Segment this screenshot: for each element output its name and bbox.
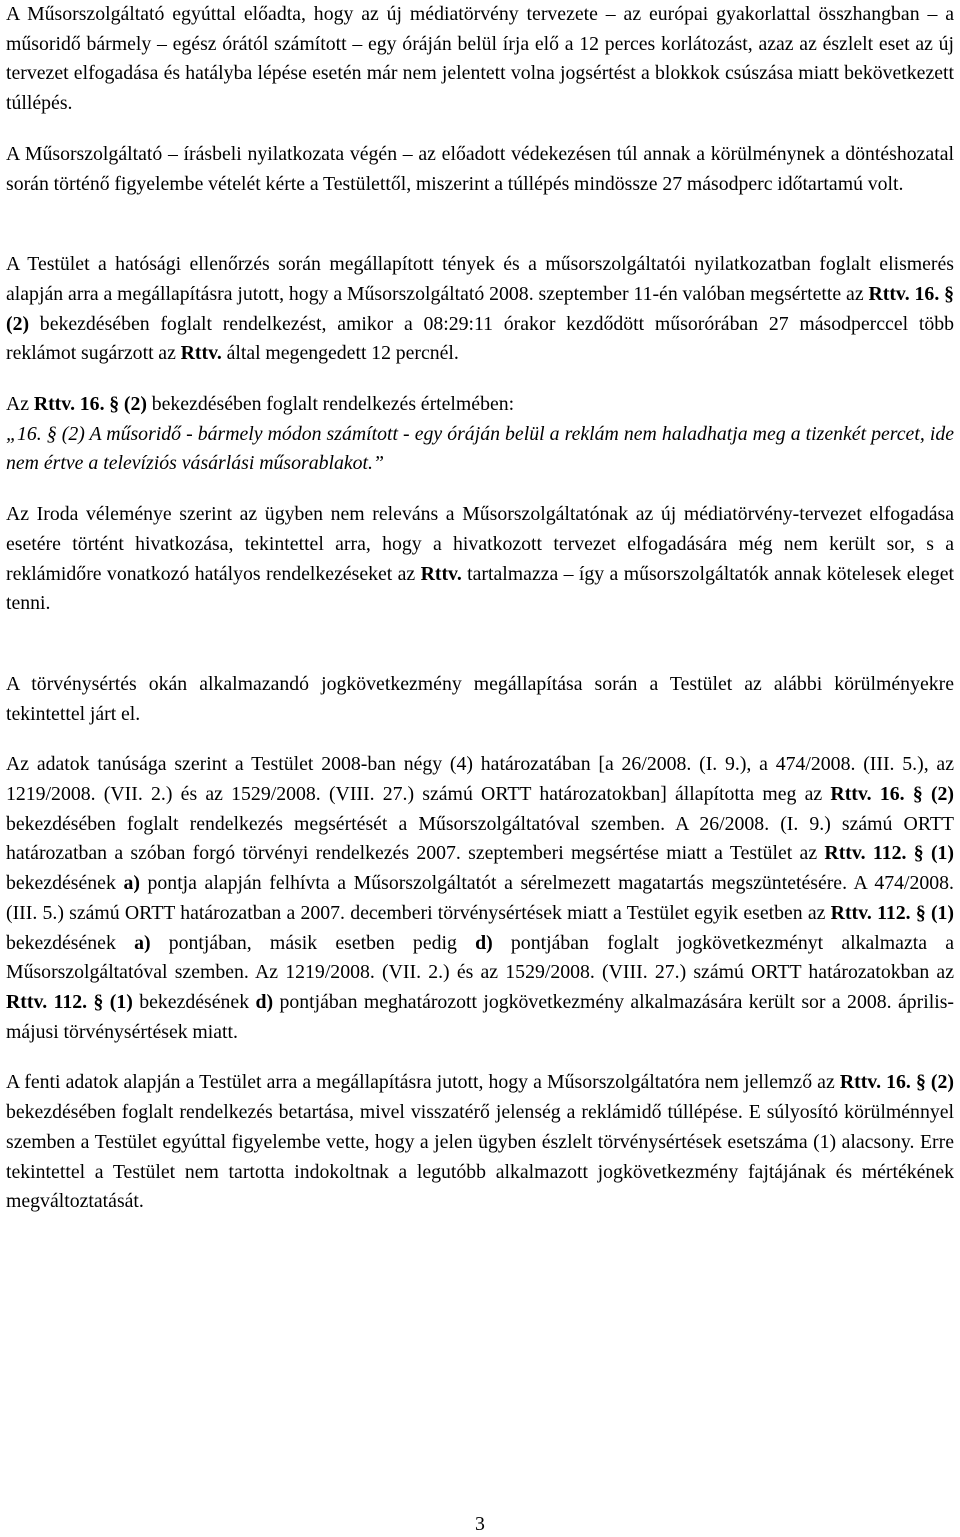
paragraph-2: A Műsorszolgáltató – írásbeli nyilatkozata végén – az előadott védekezésen túl annak a körülménynek a döntéshozatal során történő figyelembe vételét kérte a Testülettől, miszerint a túllépés mindössze 27 másodperc időtartamú volt. <box>6 142 954 195</box>
paragraph-3: A Testület a hatósági ellenőrzés során megállapított tények és a műsorszolgáltatói nyilatkozatban foglalt elismerés alapján arra a megállapításra jutott, hogy a Műsorszolgáltató 2008. szeptember 11-én valóban megsértette az Rttv. 16. § (2) bekezdésében foglalt rendelkezést, amikor a 08:29:11 órakor kezdődött műsorórában 27 másodperccel több reklámot sugárzott az Rttv. által megengedett 12 percnél. <box>6 253 955 365</box>
paragraph-7: Az adatok tanúsága szerint a Testület 2008-ban négy (4) határozatában [a 26/2008. (I. 9.), a 474/2008. (III. 5.), az 1219/2008. (VII. 2.) és az 1529/2008. (VIII. 27.) számú ORTT határozatokban] állapította meg az Rttv. 16. § (2) bekezdésében foglalt rendelkezés megsértését a Műsorszolgáltatóval szemben. A 26/2008. (I. 9.) számú ORTT határozatban a szóban forgó törvényi rendelkezés 2007. szeptemberi megsértése miatt a Testület az Rttv. 112. § (1) bekezdésének a) pontja alapján felhívta a Műsorszolgáltatót a sérelmezett magatartás megszüntetésére. A 474/2008. (III. 5.) számú ORTT határozatban a 2007. decemberi törvénysértések miatt a Testület egyik esetben az Rttv. 112. § (1) bekezdésének a) pontjában, másik esetben pedig d) pontjában foglalt jogkövetkezményt alkalmazta a Műsorszolgáltatóval szemben. Az 1219/2008. (VII. 2.) és az 1529/2008. (VIII. 27.) számú ORTT határozatokban az Rttv. 112. § (1) bekezdésének d) pontjában meghatározott jogkövetkezmény alkalmazására került sor a 2008. április-májusi törvénysértések miatt. <box>6 753 955 1043</box>
page-number: 3 <box>475 1513 485 1535</box>
paragraph-5: Az Iroda véleménye szerint az ügyben nem releváns a Műsorszolgáltatónak az új médiatörvény-tervezet elfogadása esetére történt hivatkozása, tekintettel arra, hogy a hivatkozott tervezet elfogadására még nem került sor, s a reklámidőre vonatkozó hatályos rendelkezéseket az Rttv. tartalmazza – így a műsorszolgáltatók annak kötelesek eleget tenni. <box>6 503 954 615</box>
paragraph-1: A Műsorszolgáltató egyúttal előadta, hogy az új médiatörvény tervezete – az európai gyakorlattal összhangban – a műsoridő bármely – egész órától számított – egy óráján belül írja elő a 12 perces korlátozást, azaz az észlelt eset az új tervezet elfogadása és hatályba lépése esetén már nem jelentett volna jogsértést a blokkok csúszása miatt bekövetkezett túllépés. <box>6 3 954 115</box>
law-quote: „16. § (2) A műsoridő - bármely módon számított - egy óráján belül a reklám nem haladhatja meg a tizenkét percet, ide nem értve a televíziós vásárlási műsorablakot.” <box>6 422 954 475</box>
paragraph-8: A fenti adatok alapján a Testület arra a megállapításra jutott, hogy a Műsorszolgáltatóra nem jellemző az Rttv. 16. § (2) bekezdésében foglalt rendelkezés betartása, mivel visszatérő jelenség a reklámidő túllépése. E súlyosító körülménnyel szemben a Testület egyúttal figyelembe vette, hogy a jelen ügyben észlelt törvénysértések esetszáma (1) alacsony. Erre tekintettel a Testület nem tartotta indokoltnak a legutóbb alkalmazott jogkövetkezmény fajtájának és mértékének megváltoztatását. <box>6 1071 955 1213</box>
paragraph-4-intro: Az Rttv. 16. § (2) bekezdésében foglalt rendelkezés értelmében: <box>6 393 515 416</box>
paragraph-6: A törvénysértés okán alkalmazandó jogkövetkezmény megállapítása során a Testület az alábbi körülményekre tekintettel járt el. <box>6 672 954 725</box>
